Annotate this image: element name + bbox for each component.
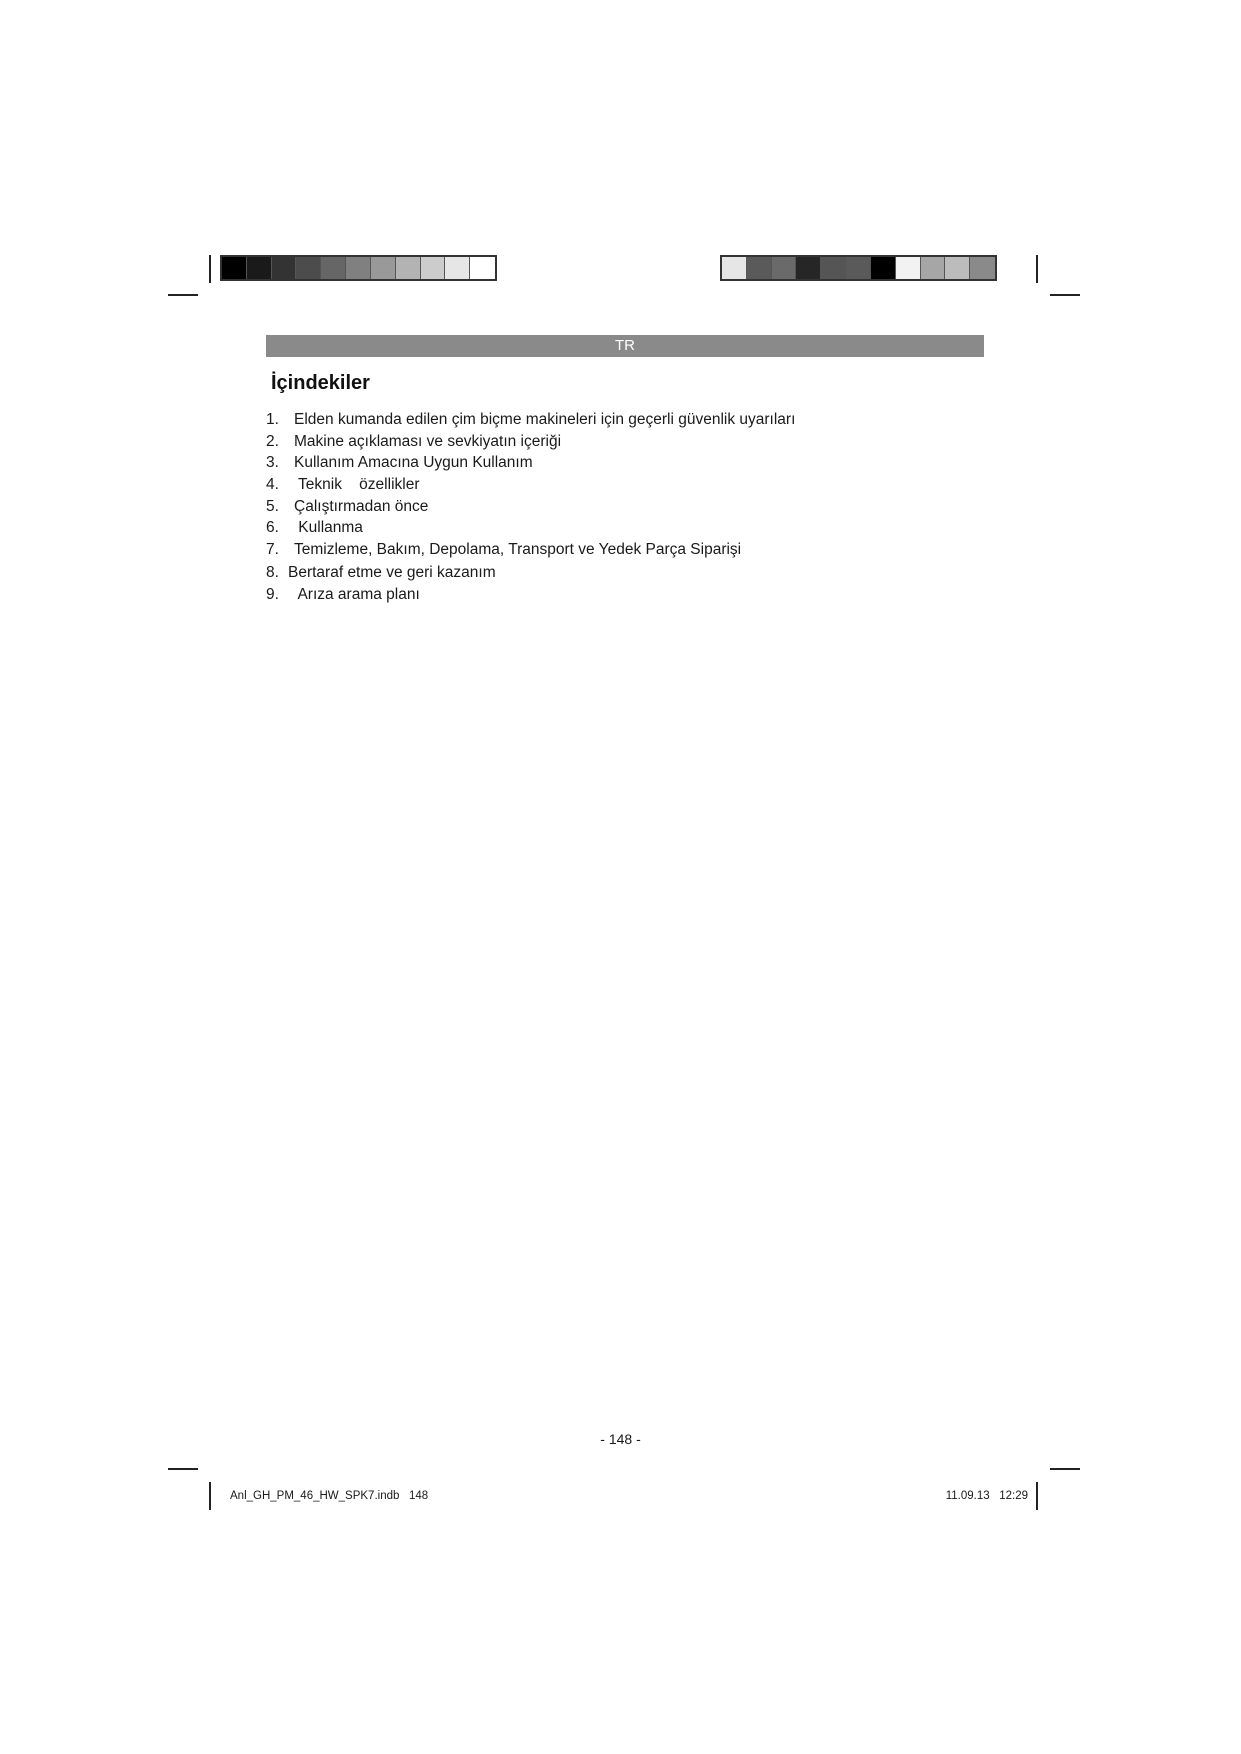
- color-swatch: [896, 257, 921, 279]
- color-swatch: [846, 257, 871, 279]
- toc-item-text: Kullanma: [294, 519, 363, 537]
- color-swatch: [272, 257, 297, 279]
- toc-item: [266, 452, 795, 474]
- color-swatch: [396, 257, 421, 279]
- page-number: - 148 -: [600, 1431, 641, 1447]
- toc-item: [266, 584, 795, 606]
- color-swatch: [722, 257, 747, 279]
- color-swatch: [321, 257, 346, 279]
- toc-item: [266, 496, 795, 518]
- crop-mark: [1036, 1482, 1038, 1510]
- toc-title: İçindekiler: [271, 372, 370, 394]
- language-band: TR: [266, 335, 984, 357]
- color-swatch: [772, 257, 797, 279]
- color-swatch: [871, 257, 896, 279]
- toc-item-text: Elden kumanda edilen çim biçme makineleri için geçerli güvenlik uyarıları: [294, 411, 796, 428]
- toc-item-number: 1.: [266, 411, 279, 428]
- crop-mark: [168, 294, 198, 296]
- color-swatch: [421, 257, 446, 279]
- crop-mark: [1036, 255, 1038, 283]
- toc-item-text: Çalıştırmadan önce: [294, 497, 429, 515]
- toc-item-text: Teknik özellikler: [294, 476, 420, 494]
- color-swatch: [296, 257, 321, 279]
- color-swatch: [796, 257, 821, 279]
- toc-item-number: 3.: [266, 454, 279, 472]
- footer-file-info: Anl_GH_PM_46_HW_SPK7.indb 148: [230, 1490, 429, 1502]
- color-swatch: [470, 257, 495, 279]
- toc-item: [266, 539, 795, 562]
- color-swatch: [945, 257, 970, 279]
- color-swatch: [346, 257, 371, 279]
- crop-mark: [209, 255, 211, 283]
- toc-item: [266, 409, 795, 431]
- toc-item-number: 7.: [266, 541, 279, 559]
- toc-list: [266, 409, 795, 606]
- toc-item-text: Makine açıklaması ve sevkiyatın içeriği: [294, 432, 562, 450]
- toc-item: [266, 562, 795, 584]
- color-swatch: [921, 257, 946, 279]
- toc-item-number: 2.: [266, 432, 279, 450]
- toc-item-text: Temizleme, Bakım, Depolama, Transport ve Yedek Parça Siparişi: [294, 541, 742, 559]
- color-swatch: [747, 257, 772, 279]
- color-swatch: [821, 257, 846, 279]
- crop-mark: [168, 1468, 198, 1470]
- toc-item: [266, 431, 795, 453]
- toc-item: [266, 517, 795, 539]
- toc-item-number: 6.: [266, 519, 279, 537]
- color-bar-left: [220, 255, 497, 281]
- footer-datetime: 11.09.13 12:29: [945, 1490, 1028, 1502]
- toc-item-text: Kullanım Amacına Uygun Kullanım: [294, 454, 533, 472]
- color-swatch: [222, 257, 247, 279]
- color-swatch: [445, 257, 470, 279]
- color-swatch: [371, 257, 396, 279]
- toc-item-text: Arıza arama planı: [294, 586, 420, 604]
- color-swatch: [247, 257, 272, 279]
- crop-mark: [209, 1482, 211, 1510]
- color-bar-right: [720, 255, 997, 281]
- toc-item-number: 5.: [266, 497, 279, 515]
- toc-item-number: 9.: [266, 586, 279, 604]
- crop-mark: [1050, 294, 1080, 296]
- color-swatch: [970, 257, 995, 279]
- toc-item-number: 4.: [266, 476, 279, 494]
- toc-item-text: Bertaraf etme ve geri kazanım: [288, 564, 496, 582]
- crop-mark: [1050, 1468, 1080, 1470]
- toc-item-number: 8.: [266, 564, 279, 582]
- toc-item: [266, 474, 795, 496]
